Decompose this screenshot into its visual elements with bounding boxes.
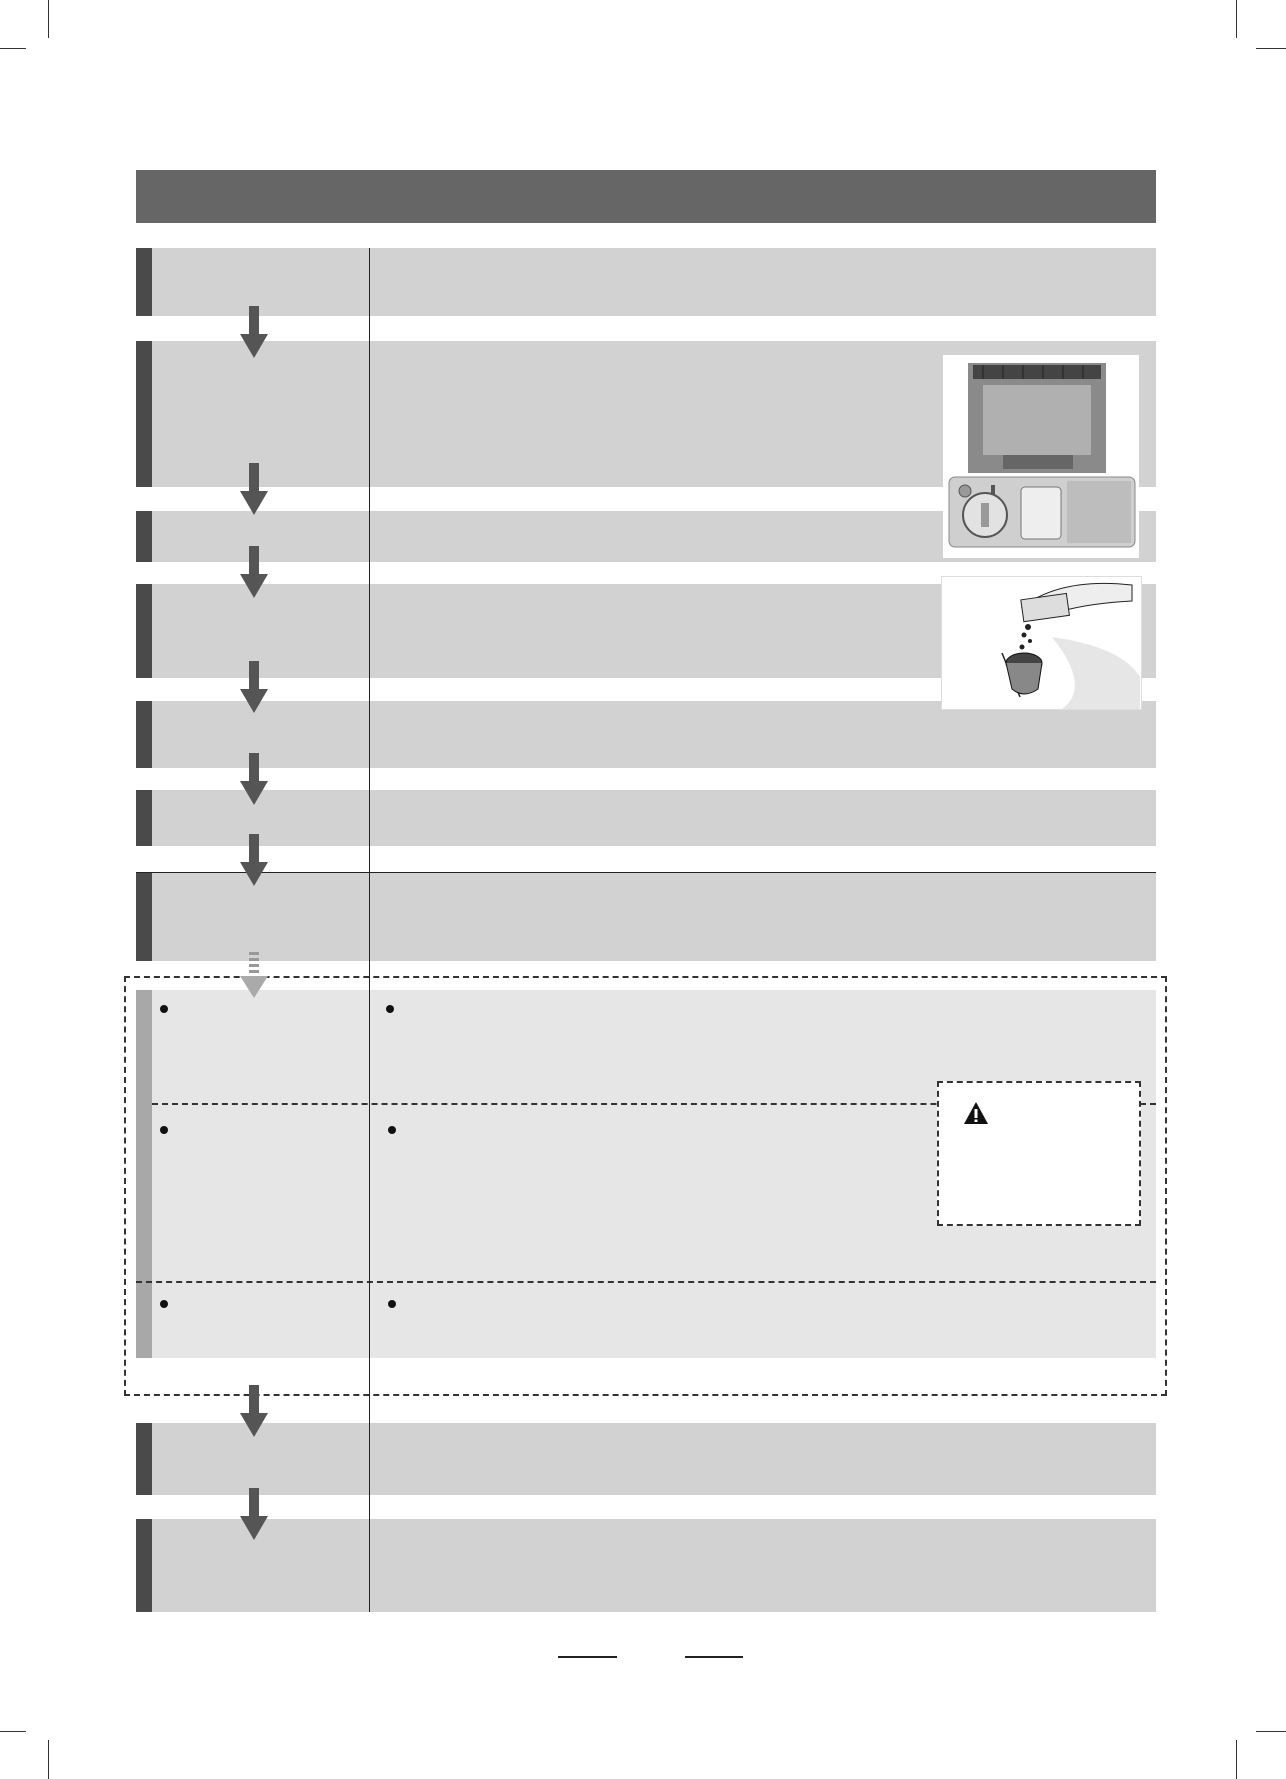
dashed-down-arrow-icon: [240, 952, 268, 998]
crop-mark: [48, 0, 49, 38]
row-accent: [136, 790, 152, 846]
crop-mark: [1256, 1731, 1286, 1732]
step-row-9: [136, 1519, 1156, 1612]
down-arrow-icon: [240, 1488, 268, 1540]
crop-mark: [1236, 1740, 1237, 1779]
step-row-8: [136, 1423, 1156, 1495]
down-arrow-icon: [240, 834, 268, 886]
down-arrow-icon: [240, 306, 268, 358]
crop-mark: [48, 1740, 49, 1779]
row-accent: [136, 584, 152, 678]
section-header: [136, 170, 1156, 223]
step-row-1: [136, 248, 1156, 316]
warning-triangle-icon: [963, 1101, 989, 1125]
crop-mark: [1256, 48, 1286, 49]
row-accent: [136, 1423, 152, 1495]
footer-line-right: [685, 1656, 743, 1658]
crop-mark: [1236, 0, 1237, 38]
crop-mark: [0, 1731, 26, 1732]
section-title: [136, 185, 156, 207]
column-divider: [369, 248, 370, 1612]
step-row-7: [136, 872, 1156, 961]
step-row-5: [136, 701, 1156, 768]
step-row-6: [136, 790, 1156, 846]
down-arrow-icon: [240, 1385, 268, 1437]
down-arrow-icon: [240, 753, 268, 805]
row-accent: [136, 1519, 152, 1612]
pouring-photo-frame: [941, 576, 1142, 710]
warning-box: [937, 1081, 1141, 1226]
row-accent: [136, 873, 152, 961]
row-accent: [136, 701, 152, 768]
pouring-detergent-image: [942, 577, 1141, 709]
row-accent: [136, 341, 152, 487]
crop-mark: [0, 48, 26, 49]
detergent-dispenser-image: [947, 473, 1137, 553]
row-accent: [136, 511, 152, 562]
down-arrow-icon: [240, 546, 268, 598]
dishwasher-photo-frame: [943, 355, 1139, 558]
row-accent: [136, 248, 152, 316]
down-arrow-icon: [240, 661, 268, 713]
footer-line-left: [558, 1656, 617, 1658]
down-arrow-icon: [240, 463, 268, 515]
